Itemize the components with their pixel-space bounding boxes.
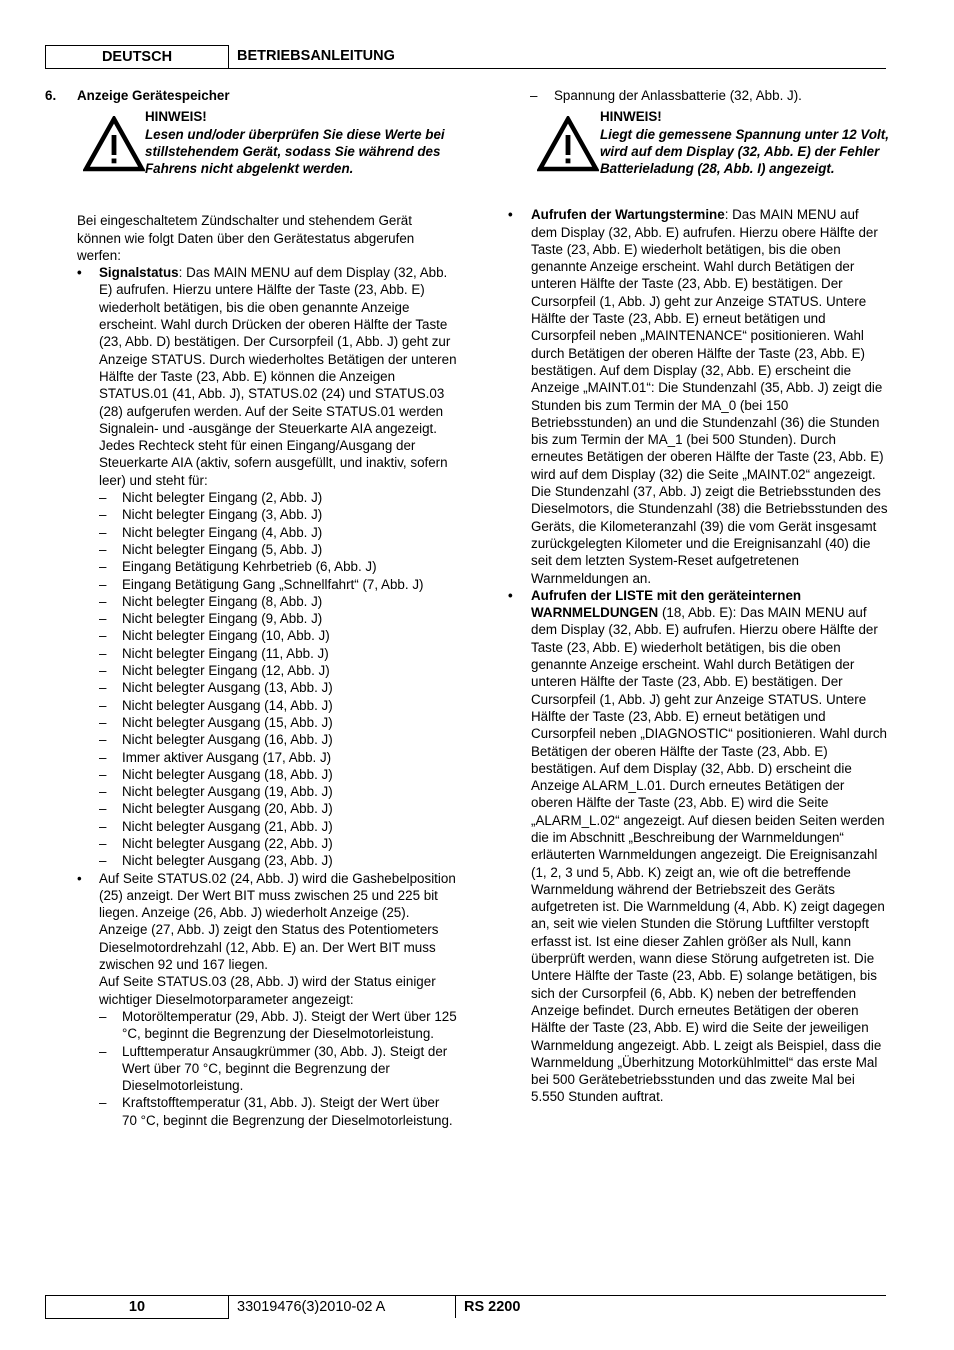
header-title: BETRIEBSANLEITUNG	[237, 48, 395, 64]
list-item: – Nicht belegter Eingang (3, Abb. J)	[99, 507, 323, 523]
signal-status-label: Signalstatus	[99, 265, 179, 281]
list-item: – Lufttemperatur Ansaugkrümmer (30, Abb. J). Steigt der Wert über 70 °C, beginnt die Begrenzung der Dieselmotorleistung.	[99, 1043, 448, 1094]
list-item: – Nicht belegter Eingang (8, Abb. J)	[99, 593, 323, 609]
bullet-marker: •	[508, 587, 513, 603]
bullet-marker: •	[508, 207, 513, 223]
list-item: – Nicht belegter Ausgang (21, Abb. J)	[99, 818, 333, 834]
notice-body: Liegt die gemessene Spannung unter 12 Volt, wird auf dem Display (32, Abb. E) der Fehler Batterieladung (28, Abb. I) angezeigt.	[600, 126, 889, 177]
list-item: – Nicht belegter Ausgang (22, Abb. J)	[99, 835, 333, 851]
list-item: – Nicht belegter Ausgang (23, Abb. J)	[99, 853, 333, 869]
maintenance-item	[508, 206, 888, 587]
list-item: – Nicht belegter Ausgang (16, Abb. J)	[99, 732, 333, 748]
list-item: – Nicht belegter Ausgang (15, Abb. J)	[99, 714, 333, 730]
maintenance-text: : Das MAIN MENU auf dem Display (32, Abb. E) aufrufen. Hierzu obere Hälfte der Taste (23, Abb. E) wiederholt betätigen, bis die oben genannte Anzeige erscheint. Wahl durch Betätigen der unteren Hälfte der Taste (23, Abb. E) bestätigen. Der Cursorpfeil (1, Abb. J) geht zur Anzeige STATUS. Untere Hälfte der Taste (23, Abb. E) erneut betätigen und Cursorpfeil neben „MAINTENANCE“ positionieren. Wahl durch Betätigen der oberen Hälfte der Taste (23, Abb. E) bestätigen. Auf dem Display (32, Abb. E) erscheint die Anzeige „MAINT.01“: Die Stundenzahl (35, Abb. J) zeigt die Stunden bis zum Termin der MA_0 (bei 150 Betriebsstunden) an und die Stundenzahl (36) die Stunden bis zum Termin der MA_1 (bei 500 Stunden). Durch erneutes Betätigen der oberen Hälfte der Taste (23, Abb. E) wird auf dem Display (32) die Seite „MAINT.02“ angezeigt. Die Stundenzahl (37, Abb. J) zeigt die Betriebsstunden des Dieselmotors, die Stundenzahl (38) die Betriebsstunden des Geräts, die Kilometeranzahl (39) die vom Gerät insgesamt zurückgelegten Kilometer und die Ereignisanzahl (40) die seit dem letzten System-Reset aufgetretenen Warnmeldungen an.	[531, 207, 888, 586]
list-item: – Nicht belegter Eingang (2, Abb. J)	[99, 490, 323, 506]
list-item: – Eingang Betätigung Gang „Schnellfahrt“ (7, Abb. J)	[99, 576, 424, 592]
maintenance-label: Aufrufen der Wartungstermine	[531, 207, 725, 223]
list-item: – Nicht belegter Ausgang (14, Abb. J)	[99, 697, 333, 713]
list-item: – Nicht belegter Eingang (5, Abb. J)	[99, 541, 323, 557]
notice-label: HINWEIS!	[600, 109, 662, 125]
signal-status-text: : Das MAIN MENU auf dem Display (32, Abb. E) aufrufen. Hierzu untere Hälfte der Taste (23, Abb. E) wiederholt betätigen, bis die oben genannte Anzeige erscheint. Wahl durch Drücken der oberen Hälfte der Taste (23, Abb. D) bestätigen. Der Cursorpfeil (1, Abb. J) geht zur Anzeige STATUS. Durch wiederholtes Betätigen der unteren Hälfte der Taste (23, Abb. E) können die Anzeigen STATUS.01 (41, Abb. J), STATUS.02 (24) und STATUS.03 (28) aufgerufen werden. Auf der Seite STATUS.01 werden Signalein- und -ausgänge der Steuerkarte AIA angezeigt. Jedes Rechteck steht für einen Eingang/Ausgang der Steuerkarte AIA (aktiv, sofern ausgefüllt, und inaktiv, sofern leer) und steht für:	[99, 265, 457, 488]
bullet-marker: •	[77, 870, 82, 886]
notice-block	[508, 108, 888, 194]
engine-list	[45, 1008, 457, 1129]
list-item: – Nicht belegter Eingang (10, Abb. J)	[99, 628, 330, 644]
dash-marker: –	[530, 88, 538, 103]
list-item: – Immer aktiver Ausgang (17, Abb. J)	[99, 749, 332, 765]
page-footer	[45, 1295, 886, 1319]
notice-label: HINWEIS!	[145, 109, 207, 125]
list-item: – Nicht belegter Ausgang (13, Abb. J)	[99, 680, 333, 696]
footer-divider	[455, 1296, 456, 1318]
io-list	[45, 489, 457, 870]
list-item: – Nicht belegter Ausgang (18, Abb. J)	[99, 766, 333, 782]
notice-block	[45, 108, 457, 194]
model-name: RS 2200	[464, 1299, 521, 1315]
list-item: – Nicht belegter Ausgang (20, Abb. J)	[99, 801, 333, 817]
intro-paragraph: Bei eingeschaltetem Zündschalter und stehendem Gerät können wie folgt Daten über den Gerätestatus abgerufen werfen:	[77, 213, 415, 263]
list-item: – Nicht belegter Eingang (4, Abb. J)	[99, 524, 323, 540]
page-number: 10	[45, 1296, 229, 1319]
document-code: 33019476(3)2010-02 A	[237, 1299, 386, 1315]
warnings-label: Aufrufen der LISTE mit den geräteinternen WARNMELDUNGEN	[531, 587, 802, 621]
list-item: – Kraftstofftemperatur (31, Abb. J). Steigt der Wert über 70 °C, beginnt die Begrenzung der Dieselmotorleistung.	[99, 1095, 453, 1128]
list-item: – Motoröltemperatur (29, Abb. J). Steigt der Wert über 125 °C, beginnt die Begrenzung der Dieselmotorleistung.	[99, 1008, 457, 1042]
bullet-marker: •	[77, 265, 82, 281]
warning-triangle-icon	[537, 116, 599, 172]
page-header	[45, 45, 886, 69]
status02-text: Auf Seite STATUS.02 (24, Abb. J) wird die Gashebelposition (25) anzeigt. Der Wert BIT muss zwischen 25 und 225 bit liegen. Anzeige (26, Abb. J) wiederholt Anzeige (25). Anzeige (27, Abb. J) zeigt den Status des Potentiometers Dieselmotordrehzahl (12, Abb. E) an. Der Wert BIT muss zwischen 92 und 167 liegen.	[99, 870, 456, 973]
list-item: – Nicht belegter Eingang (9, Abb. J)	[99, 611, 323, 627]
notice-text	[145, 108, 445, 177]
section-title: Anzeige Gerätespeicher	[77, 88, 230, 103]
battery-item	[508, 87, 888, 104]
status02-item	[45, 870, 457, 974]
notice-body: Lesen und/oder überprüfen Sie diese Werte bei stillstehendem Gerät, sodass Sie während des Fahrens nicht abgelenkt werden.	[145, 126, 445, 177]
battery-text: Spannung der Anlassbatterie (32, Abb. J).	[554, 88, 802, 103]
list-item: – Nicht belegter Ausgang (19, Abb. J)	[99, 784, 333, 800]
right-column	[508, 87, 888, 1106]
warning-triangle-icon	[83, 116, 145, 172]
notice-text	[600, 108, 890, 177]
status03-text: Auf Seite STATUS.03 (28, Abb. J) wird der Status einiger wichtiger Dieselmotorparameter angezeigt:	[99, 974, 436, 1007]
list-item: – Eingang Betätigung Kehrbetrieb (6, Abb. J)	[99, 559, 377, 575]
warnings-item	[508, 587, 888, 1106]
list-item: – Nicht belegter Eingang (12, Abb. J)	[99, 663, 330, 679]
warnings-text: (18, Abb. E): Das MAIN MENU auf dem Display (32, Abb. E) aufrufen. Hierzu obere Hälfte der Taste (23, Abb. E) wiederholt betätigen, bis die oben genannte Anzeige erscheint. Wahl durch Betätigen der unteren Hälfte der Taste (23, Abb. E) bestätigen. Der Cursorpfeil (1, Abb. J) geht zur Anzeige STATUS. Untere Hälfte der Taste (23, Abb. E) erneut betätigen und Cursorpfeil neben „DIAGNOSTIC“ positionieren. Wahl durch Betätigen der oberen Hälfte der Taste (23, Abb. E) bestätigen. Auf dem Display (32, Abb. D) erscheint die Anzeige ALARM_L.01. Durch erneutes Betätigen der oberen Hälfte der Taste (23, Abb. E) wird die Seite „ALARM_L.02“ angezeigt. Auf diesen beiden Seiten werden die im Abschnitt „Beschreibung der Warnmeldungen“ erläuterten Warnmeldungen angezeigt. Die Ereignisanzahl (1, 2, 3 und 5, Abb. K) zeigt an, wie oft die betreffende Warnmeldung während der Betriebszeit des Geräts aufgetreten ist. Die Warnmeldung (4, Abb. K) zeigt dagegen an, seit wie vielen Stunden die Störung Luftfilter verstopft erfasst ist. Ist eine dieser Zahlen größer als Null, kann überprüft werden, wann diese Störung aufgetreten ist. Die Untere Hälfte der Taste (23, Abb. E) solange betätigen, bis sich der Cursorpfeil (6, Abb. K) neben der betreffenden Anzeige befindet. Durch erneutes Betätigen der oberen Hälfte der Taste (23, Abb. E) wird die Seite der jeweiligen Warnmeldung angezeigt. Abb. L zeigt als Beispiel, dass die Warnmeldung „Überhitzung Motorkühlmittel“ das erste Mal bei 500 Gerätebetriebsstunden und das zweite Mal bei 5.550 Stunden auftrat.	[531, 605, 887, 1105]
section-heading	[45, 87, 457, 104]
list-item: – Nicht belegter Eingang (11, Abb. J)	[99, 645, 329, 661]
left-column	[45, 87, 457, 1129]
section-number: 6.	[45, 88, 57, 103]
header-language: DEUTSCH	[45, 45, 229, 68]
signal-status-item	[45, 264, 457, 489]
